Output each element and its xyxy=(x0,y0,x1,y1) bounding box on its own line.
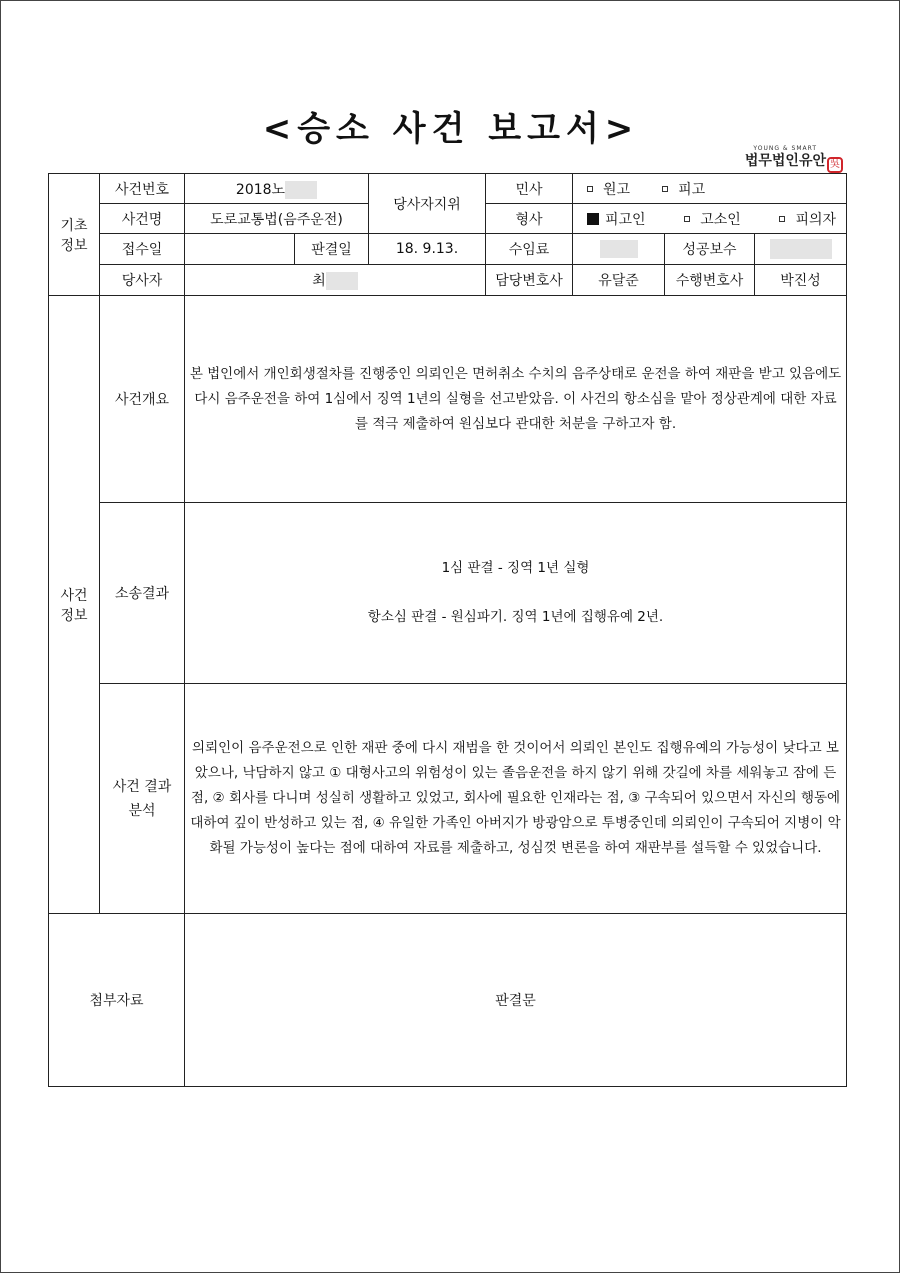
case-name-value: 도로교통법(음주운전) xyxy=(185,204,369,234)
civil-option-plaintiff[interactable] xyxy=(587,179,630,199)
label-lawyer-in-charge: 담당변호사 xyxy=(486,265,573,296)
result-cell xyxy=(185,503,847,684)
label-party-status: 당사자지위 xyxy=(369,174,486,234)
checkbox-icon xyxy=(684,216,690,222)
label-civil: 민사 xyxy=(486,174,573,204)
option-label: 피고인 xyxy=(605,211,646,228)
label-criminal: 형사 xyxy=(486,204,573,234)
redaction-mask xyxy=(285,181,317,199)
criminal-option-accused[interactable] xyxy=(587,209,646,229)
checkbox-checked-icon xyxy=(587,213,599,225)
option-label: 피의자 xyxy=(795,211,837,228)
attachments-value[interactable]: 판결문 xyxy=(185,914,847,1087)
label-fee: 수임료 xyxy=(486,234,573,265)
label-summary: 사건개요 xyxy=(100,296,185,503)
option-label: 고소인 xyxy=(700,211,741,228)
result-line: 1심 판결 - 징역 1년 실형 xyxy=(441,560,590,576)
fee-value xyxy=(573,234,665,265)
logo-mark-icon: 吳 xyxy=(827,157,843,173)
judgment-date-value: 18. 9.13. xyxy=(369,234,486,265)
section-basic-info: 기초 정보 xyxy=(49,174,100,296)
executing-lawyer-value: 박진성 xyxy=(755,265,847,296)
redaction-mask xyxy=(770,239,832,259)
redaction-mask xyxy=(326,272,358,290)
label-case-number: 사건번호 xyxy=(100,174,185,204)
case-number-cell xyxy=(185,174,369,204)
page-title: <승소 사건 보고서> xyxy=(262,109,640,149)
case-report-table xyxy=(48,173,847,1087)
label-judgment-date: 판결일 xyxy=(295,234,369,265)
party-cell xyxy=(185,265,486,296)
summary-text: 본 법인에서 개인회생절차를 진행중인 의뢰인은 면허취소 수치의 음주상태로 운전을 하여 재판을 받고 있음에도 다시 음주운전을 하여 1심에서 징역 1년의 실형을 선고받았음. 이 사건의 항소심을 맡아 정상관계에 대한 자료를 적극 제출하여 원심보다 관대한 처분을 구하고자 함. xyxy=(185,296,847,503)
checkbox-icon xyxy=(662,186,668,192)
analysis-text: 의뢰인이 음주운전으로 인한 재판 중에 다시 재범을 한 것이어서 의뢰인 본인도 집행유예의 가능성이 낮다고 보았으나, 낙담하지 않고 ① 대형사고의 위험성이 있는 졸음운전을 하지 않기 위해 갓길에 차를 세워놓고 잠에 든 점, ② 회사를 다니며 성실히 생활하고 있었고, 회사에 필요한 인재라는 점, ③ 구속되어 있으면서 자신의 행동에 대하여 깊이 반성하고 있는 점, ④ 유일한 가족인 아버지가 방광암으로 투병중인데 의뢰인이 구속되어 지병이 악화될 가능성이 높다는 점에 대하여 자료를 제출하고, 성심껏 변론을 하여 재판부를 설득할 수 있었습니다. xyxy=(185,684,847,914)
party-value: 최 xyxy=(312,273,326,289)
logo-firm-name: 유안 xyxy=(798,153,826,169)
firm-logo xyxy=(745,146,843,173)
section-case-info: 사건 정보 xyxy=(49,296,100,914)
logo-tagline: YOUNG & SMART xyxy=(753,145,817,152)
checkbox-icon xyxy=(587,186,593,192)
option-label: 원고 xyxy=(603,181,631,198)
label-executing-lawyer: 수행변호사 xyxy=(665,265,755,296)
label-attachments: 첨부자료 xyxy=(49,914,185,1087)
label-received-date: 접수일 xyxy=(100,234,185,265)
label-party: 당사자 xyxy=(100,265,185,296)
label-case-name: 사건명 xyxy=(100,204,185,234)
lawyer-in-charge-value: 유달준 xyxy=(573,265,665,296)
case-number-value: 2018노 xyxy=(235,181,286,198)
received-date-value xyxy=(185,234,295,265)
checkbox-icon xyxy=(779,216,785,222)
label-success-fee: 성공보수 xyxy=(665,234,755,265)
redaction-mask xyxy=(600,240,638,258)
civil-option-defendant[interactable] xyxy=(662,179,705,199)
criminal-options xyxy=(573,204,847,234)
result-line: 항소심 판결 - 원심파기. 징역 1년에 집행유예 2년. xyxy=(367,609,664,625)
civil-options xyxy=(573,174,847,204)
option-label: 피고 xyxy=(678,181,706,198)
logo-firm-prefix: 법무법인 xyxy=(744,153,799,169)
label-analysis: 사건 결과 분석 xyxy=(100,684,185,914)
success-fee-value xyxy=(755,234,847,265)
label-result: 소송결과 xyxy=(100,503,185,684)
criminal-option-complainant[interactable] xyxy=(684,209,741,229)
criminal-option-suspect[interactable] xyxy=(779,209,836,229)
